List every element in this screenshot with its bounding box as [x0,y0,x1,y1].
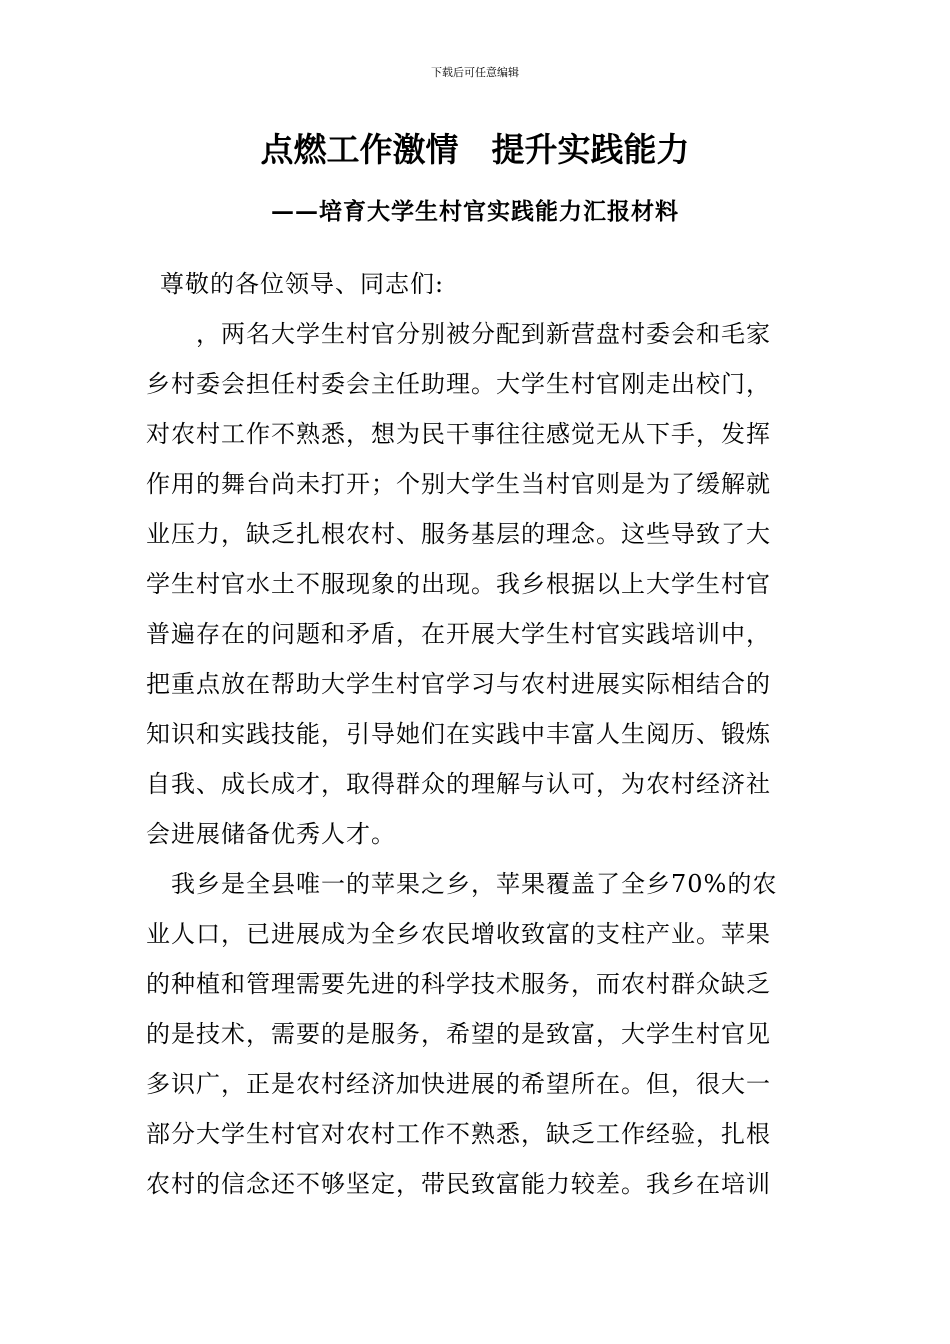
paragraph-line: 部分大学生村官对农村工作不熟悉，缺乏工作经验，扎根 [146,1120,771,1148]
paragraph-line: 乡村委会担任村委会主任助理。大学生村官刚走出校门， [146,370,771,398]
salutation: 尊敬的各位领导、同志们: [160,270,445,298]
document-title: 点燃工作激情 提升实践能力 [260,130,690,169]
paragraph-line: 对农村工作不熟悉，想为民干事往往感觉无从下手，发挥 [146,420,771,448]
paragraph-line: 业人口，已进展成为全乡农民增收致富的支柱产业。苹果 [146,920,771,948]
paragraph-line: 我乡是全县唯一的苹果之乡，苹果覆盖了全乡70%的农 [146,870,778,898]
paragraph-line: 的种植和管理需要先进的科学技术服务，而农村群众缺乏 [146,970,771,998]
paragraph-line: 作用的舞台尚未打开；个别大学生当村官则是为了缓解就 [146,470,771,498]
paragraph-line: 多识广，正是农村经济加快进展的希望所在。但，很大一 [146,1070,771,1098]
paragraph-line: 的是技术，需要的是服务，希望的是致富，大学生村官见 [146,1020,771,1048]
paragraph-line: 农村的信念还不够坚定，带民致富能力较差。我乡在培训 [146,1170,771,1198]
paragraph-line: 把重点放在帮助大学生村官学习与农村进展实际相结合的 [146,670,771,698]
paragraph-line: 会进展储备优秀人才。 [146,820,396,848]
paragraph-line: 业压力，缺乏扎根农村、服务基层的理念。这些导致了大 [146,520,771,548]
paragraph-line: ，两名大学生村官分别被分配到新营盘村委会和毛家 [146,320,771,348]
paragraph-line: 知识和实践技能，引导她们在实践中丰富人生阅历、锻炼 [146,720,771,748]
header-note: 下载后可任意编辑 [431,66,519,79]
paragraph-line: 自我、成长成才，取得群众的理解与认可，为农村经济社 [146,770,771,798]
paragraph-line: 普遍存在的问题和矛盾，在开展大学生村官实践培训中， [146,620,771,648]
document-subtitle: ——培育大学生村官实践能力汇报材料 [271,198,679,225]
paragraph-line: 学生村官水土不服现象的出现。我乡根据以上大学生村官 [146,570,771,598]
